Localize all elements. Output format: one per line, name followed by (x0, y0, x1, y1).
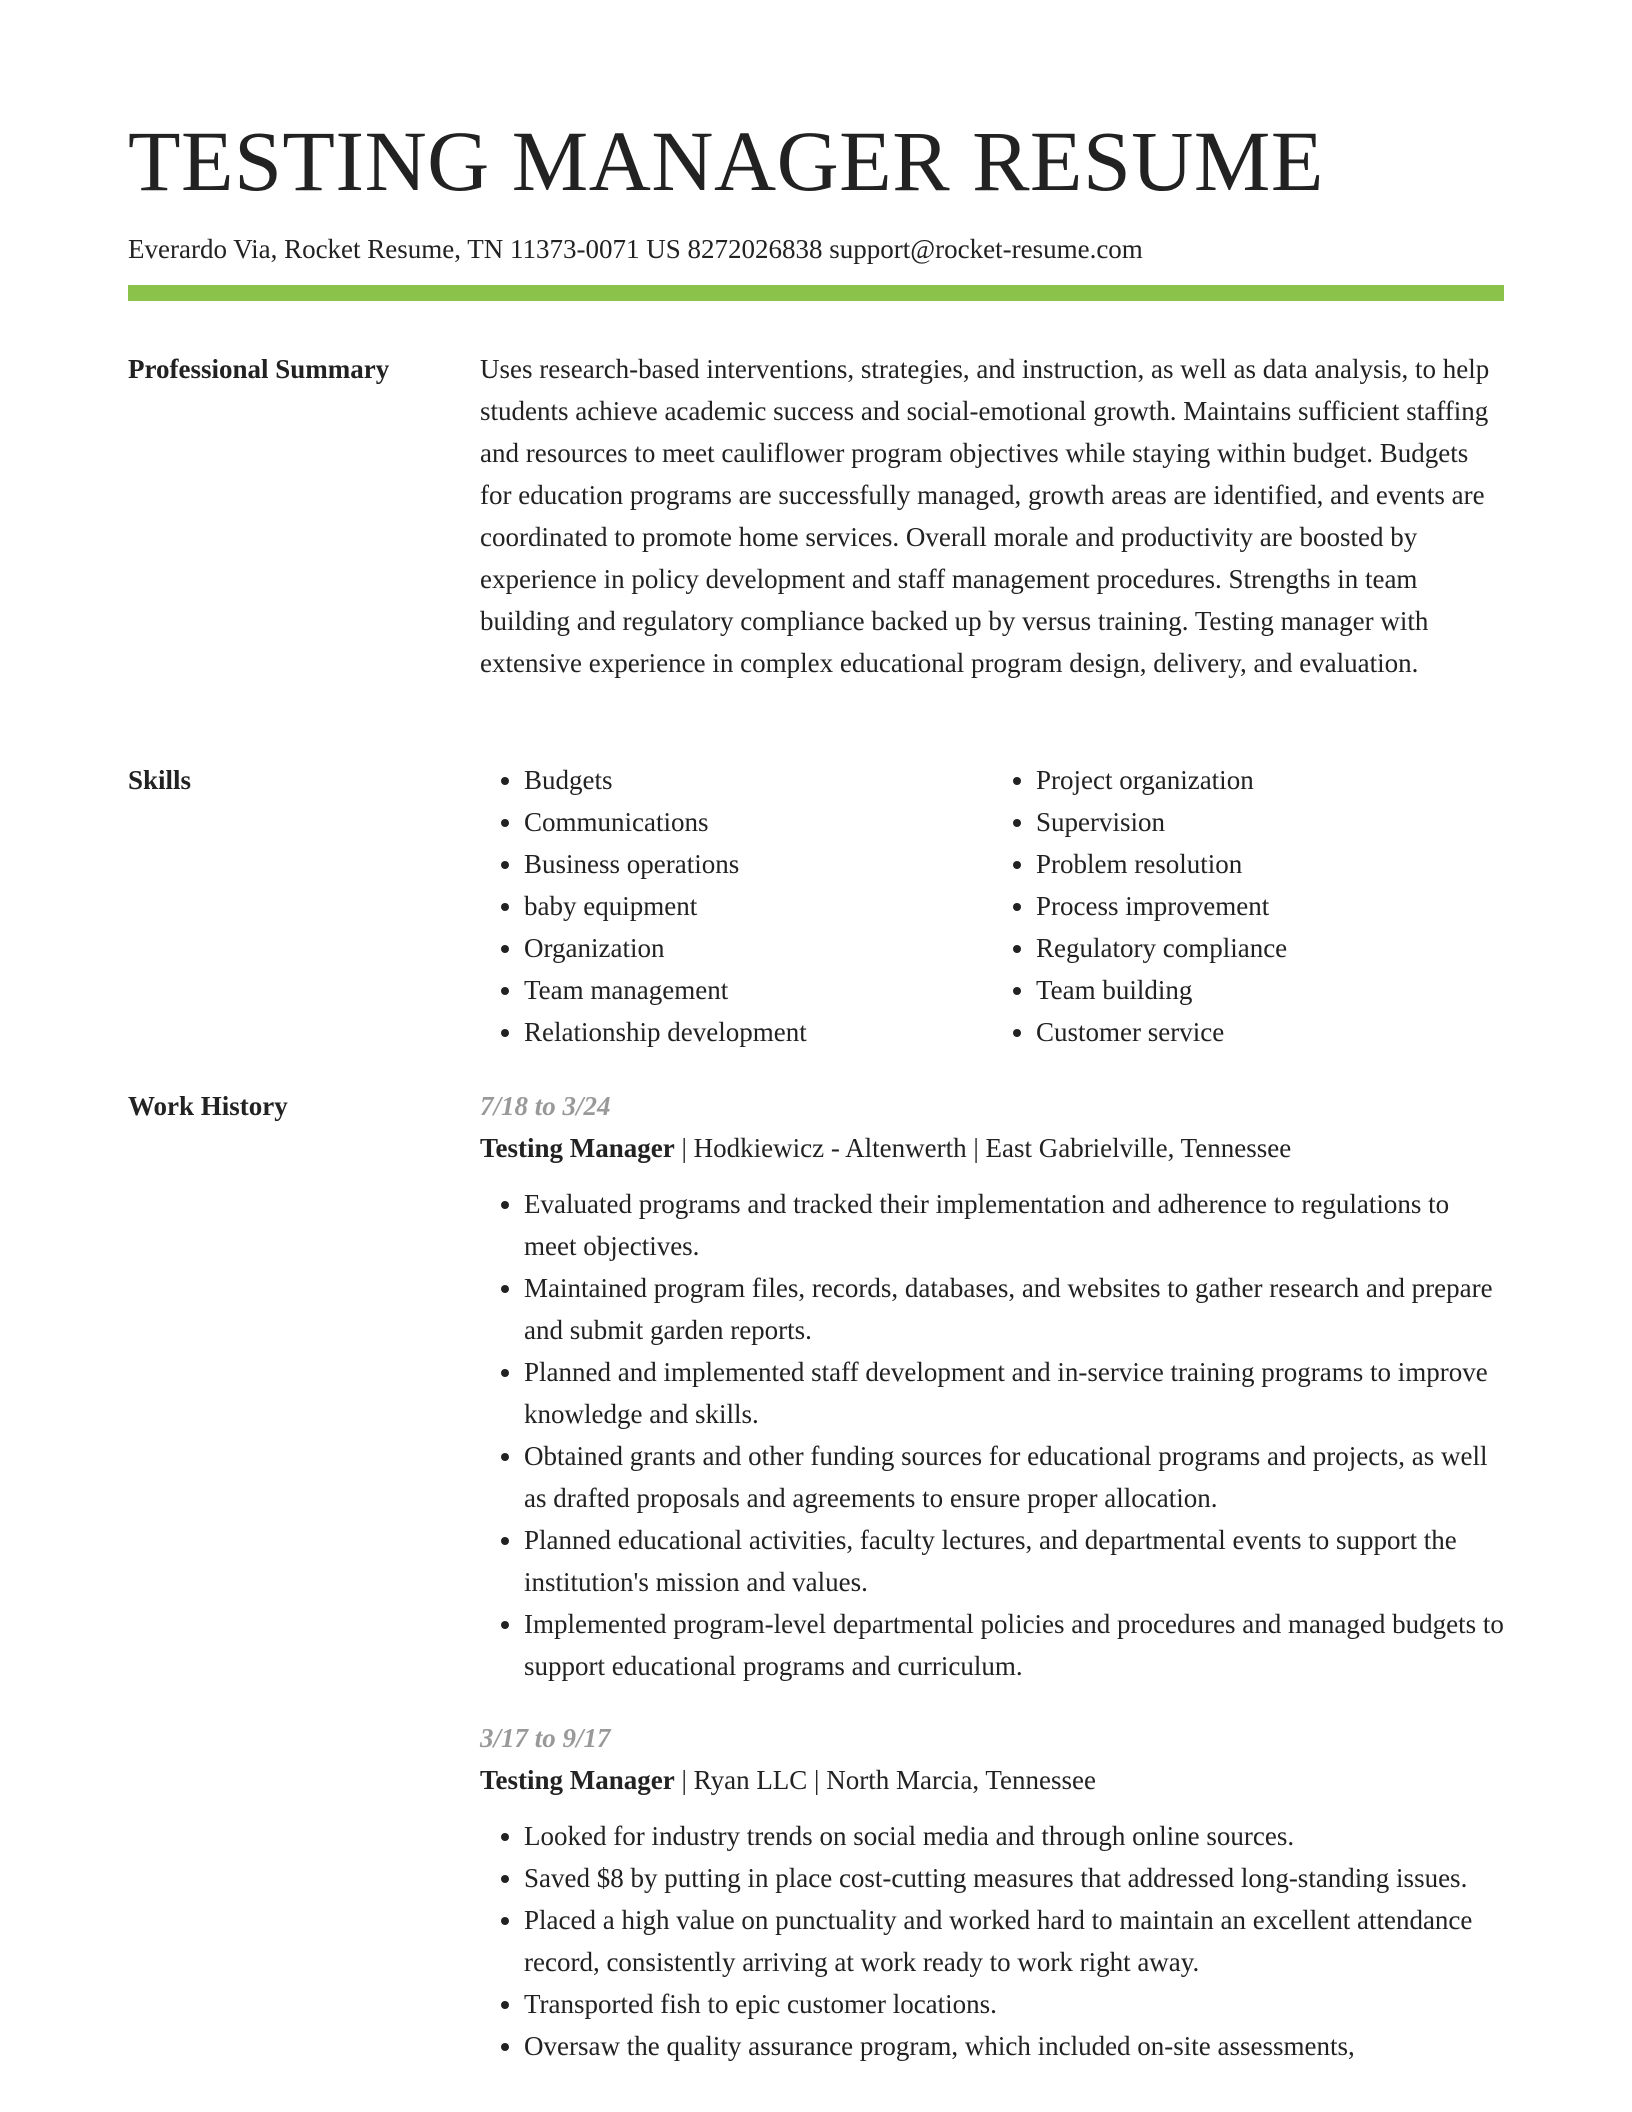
skills-body (480, 759, 1504, 1053)
job-bullet: • Oversaw the quality assurance program, which included on-site assessments, (524, 2025, 1504, 2067)
job-dates: 7/18 to 3/24 (480, 1091, 611, 1121)
skills-list-left (480, 759, 992, 1053)
job-bullet: • Implemented program-level departmental policies and procedures and managed budgets to support educational programs and curriculum. (524, 1603, 1504, 1687)
skills-heading: Skills (128, 765, 192, 795)
skill-item: • baby equipment (524, 885, 992, 927)
skill-item: • Budgets (524, 759, 992, 801)
resume-title: TESTING MANAGER RESUME (128, 113, 1324, 209)
job-bullet: • Saved $8 by putting in place cost-cutting measures that addressed long-standing issues. (524, 1857, 1504, 1899)
contact-line: Everardo Via, Rocket Resume, TN 11373-0071 US 8272026838 support@rocket-resume.com (128, 234, 1143, 264)
skill-item: • Process improvement (1036, 885, 1504, 927)
job-bullet-list (480, 1183, 1504, 1687)
skill-item: • Team management (524, 969, 992, 1011)
job-header (480, 1759, 1504, 1801)
skill-item: • Project organization (1036, 759, 1504, 801)
job-bullet: • Transported fish to epic customer locations. (524, 1983, 1504, 2025)
skill-item: • Relationship development (524, 1011, 992, 1053)
accent-divider (128, 285, 1504, 301)
skills-columns (480, 759, 1504, 1053)
job-bullet: • Planned and implemented staff development and in-service training programs to improve knowledge and skills. (524, 1351, 1504, 1435)
job-bullet: • Planned educational activities, faculty lectures, and departmental events to support the institution's mission and values. (524, 1519, 1504, 1603)
job-bullet: • Evaluated programs and tracked their implementation and adherence to regulations to meet objectives. (524, 1183, 1504, 1267)
skill-item: • Regulatory compliance (1036, 927, 1504, 969)
job-bullet: • Looked for industry trends on social media and through online sources. (524, 1815, 1504, 1857)
job-header (480, 1127, 1504, 1169)
job-bullet-list (480, 1815, 1504, 2067)
job-title: Testing Manager (480, 1133, 675, 1163)
skill-item: • Problem resolution (1036, 843, 1504, 885)
job-bullet: • Maintained program files, records, databases, and websites to gather research and prepare and submit garden reports. (524, 1267, 1504, 1351)
skill-item: • Supervision (1036, 801, 1504, 843)
job-employer-location: | Hodkiewicz - Altenwerth | East Gabrielville, Tennessee (674, 1133, 1292, 1163)
job-dates: 3/17 to 9/17 (480, 1723, 611, 1753)
summary-body (480, 348, 1504, 684)
job-bullet: • Obtained grants and other funding sources for educational programs and projects, as well as drafted proposals and agreements to ensure proper allocation. (524, 1435, 1504, 1519)
skill-item: • Organization (524, 927, 992, 969)
job-entry (480, 1085, 1504, 1687)
work-history-heading: Work History (128, 1091, 288, 1121)
skill-item: • Communications (524, 801, 992, 843)
job-title: Testing Manager (480, 1765, 675, 1795)
skills-list-right (992, 759, 1504, 1053)
skill-item: • Team building (1036, 969, 1504, 1011)
job-entry (480, 1717, 1504, 2067)
skill-item: • Customer service (1036, 1011, 1504, 1053)
job-employer-location: | Ryan LLC | North Marcia, Tennessee (674, 1765, 1096, 1795)
skill-item: • Business operations (524, 843, 992, 885)
summary-text: Uses research-based interventions, strategies, and instruction, as well as data analysis, to help students achieve academic success and social-emotional growth. Maintains sufficient staffing and resources to meet cauliflower program objectives while staying within budget. Budgets for education programs are successfully managed, growth areas are identified, and events are coordinated to promote home services. Overall morale and productivity are boosted by experience in policy development and staff management procedures. Strengths in team building and regulatory compliance backed up by versus training. Testing manager with extensive experience in complex educational program design, delivery, and evaluation. (480, 354, 1490, 678)
work-history-body (480, 1085, 1504, 2067)
summary-heading: Professional Summary (128, 354, 390, 384)
job-bullet: • Placed a high value on punctuality and worked hard to maintain an excellent attendance record, consistently arriving at work ready to work right away. (524, 1899, 1504, 1983)
